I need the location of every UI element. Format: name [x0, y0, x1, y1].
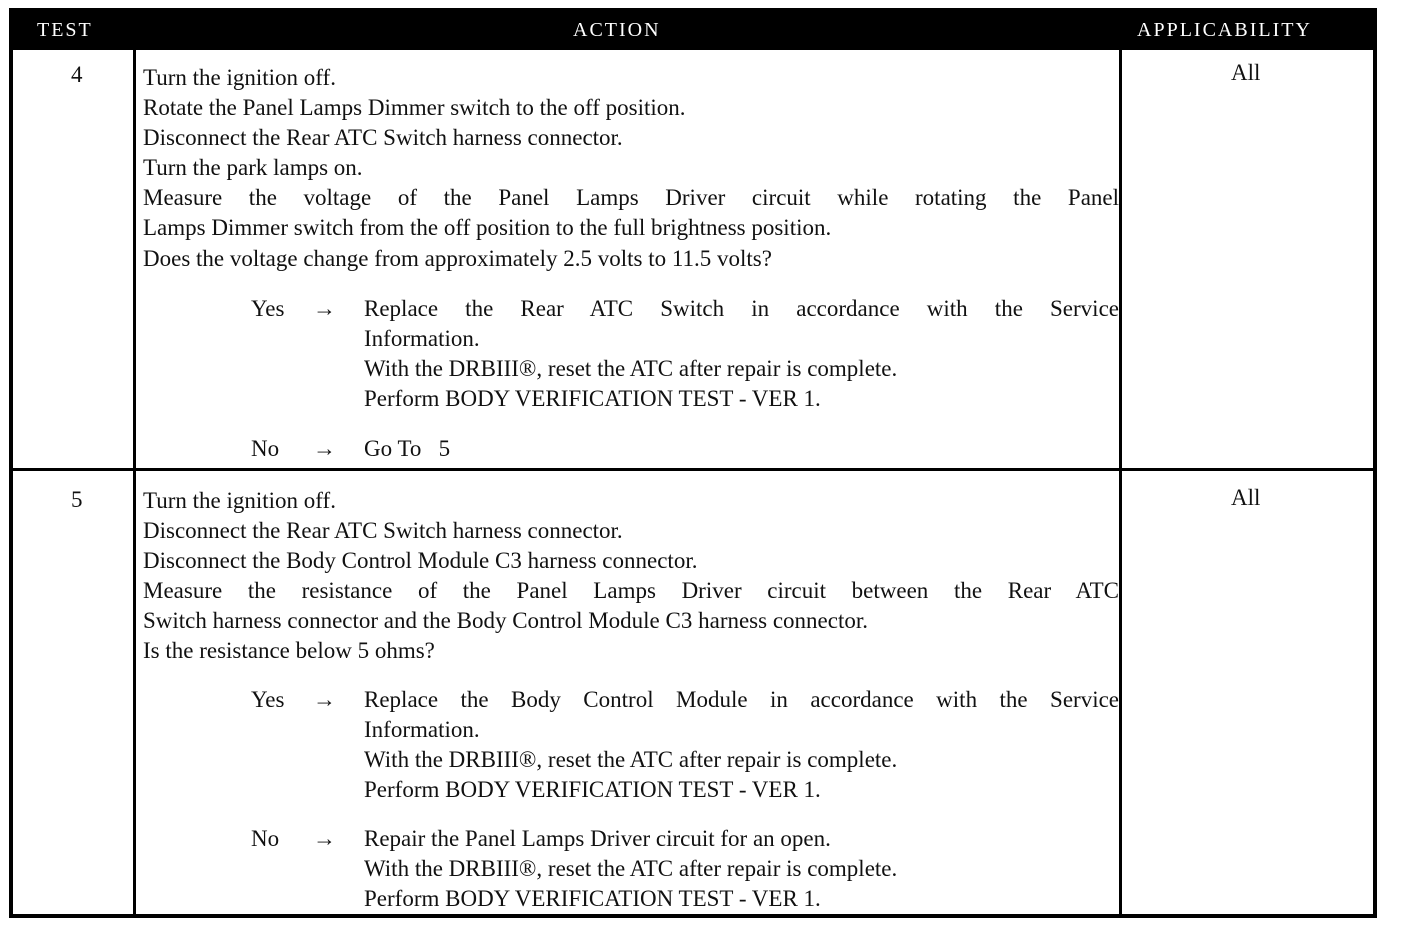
action-cell: [143, 486, 1119, 914]
step-line: Does the voltage change from approximately 2.5 volts to 11.5 volts?: [143, 245, 772, 271]
applicability-value: All: [1231, 485, 1261, 510]
result-line: Replace the Rear ATC Switch in accordance with the Service: [364, 295, 1119, 321]
no-result: [364, 824, 1119, 914]
step-line: Turn the park lamps on.: [143, 155, 363, 181]
table-header: [13, 12, 1373, 50]
step-line: Turn the ignition off.: [143, 65, 336, 90]
step-line: Lamps Dimmer switch from the off position to the full brightness position.: [143, 215, 832, 241]
no-label: No: [251, 436, 280, 462]
test-number: 4: [71, 62, 83, 87]
yes-answer: [251, 685, 1119, 805]
right-arrow-icon: →: [313, 436, 336, 462]
result-line: With the DRBIII®, reset the ATC after repair is complete.: [364, 746, 898, 772]
test-row-5: [13, 471, 1373, 911]
result-line: Go To 5: [364, 436, 451, 462]
step-line: Disconnect the Rear ATC Switch harness connector.: [143, 125, 623, 151]
step-line: Disconnect the Rear ATC Switch harness connector.: [143, 518, 623, 544]
test-number: 5: [71, 487, 83, 512]
result-line: Information.: [364, 325, 480, 351]
test-row-4: [13, 50, 1373, 468]
step-line: Measure the voltage of the Panel Lamps Driver circuit while rotating the Panel: [143, 185, 1119, 211]
no-answer: [251, 824, 1119, 914]
no-result: [364, 434, 1119, 464]
result-line: Information.: [364, 716, 480, 742]
step-line: Disconnect the Body Control Module C3 harness connector.: [143, 548, 698, 574]
yes-result: [364, 294, 1119, 414]
diagnostic-table: [9, 8, 1377, 918]
header-action: ACTION: [573, 19, 661, 41]
step-line: Switch harness connector and the Body Control Module C3 harness connector.: [143, 608, 868, 634]
header-applicability: APPLICABILITY: [1137, 19, 1312, 41]
step-line: Turn the ignition off.: [143, 488, 336, 513]
result-line: Perform BODY VERIFICATION TEST - VER 1.: [364, 886, 821, 912]
right-arrow-icon: →: [313, 295, 336, 321]
yes-label: Yes: [251, 686, 285, 712]
yes-label: Yes: [251, 295, 285, 321]
action-cell: [143, 63, 1119, 464]
yes-result: [364, 685, 1119, 805]
result-line: Perform BODY VERIFICATION TEST - VER 1.: [364, 776, 821, 802]
no-answer: [251, 434, 1119, 464]
step-line: Is the resistance below 5 ohms?: [143, 638, 435, 664]
step-line: Measure the resistance of the Panel Lamps Driver circuit between the Rear ATC: [143, 578, 1119, 604]
applicability-value: All: [1231, 60, 1261, 85]
result-line: Perform BODY VERIFICATION TEST - VER 1.: [364, 385, 821, 411]
step-line: Rotate the Panel Lamps Dimmer switch to the off position.: [143, 95, 686, 121]
result-line: With the DRBIII®, reset the ATC after repair is complete.: [364, 355, 898, 381]
result-line: With the DRBIII®, reset the ATC after repair is complete.: [364, 856, 898, 882]
right-arrow-icon: →: [313, 825, 336, 851]
result-line: Replace the Body Control Module in accordance with the Service: [364, 686, 1119, 712]
yes-answer: [251, 294, 1119, 414]
no-label: No: [251, 825, 280, 851]
result-line: Repair the Panel Lamps Driver circuit for an open.: [364, 825, 831, 851]
right-arrow-icon: →: [313, 686, 336, 712]
header-test: TEST: [37, 19, 93, 41]
